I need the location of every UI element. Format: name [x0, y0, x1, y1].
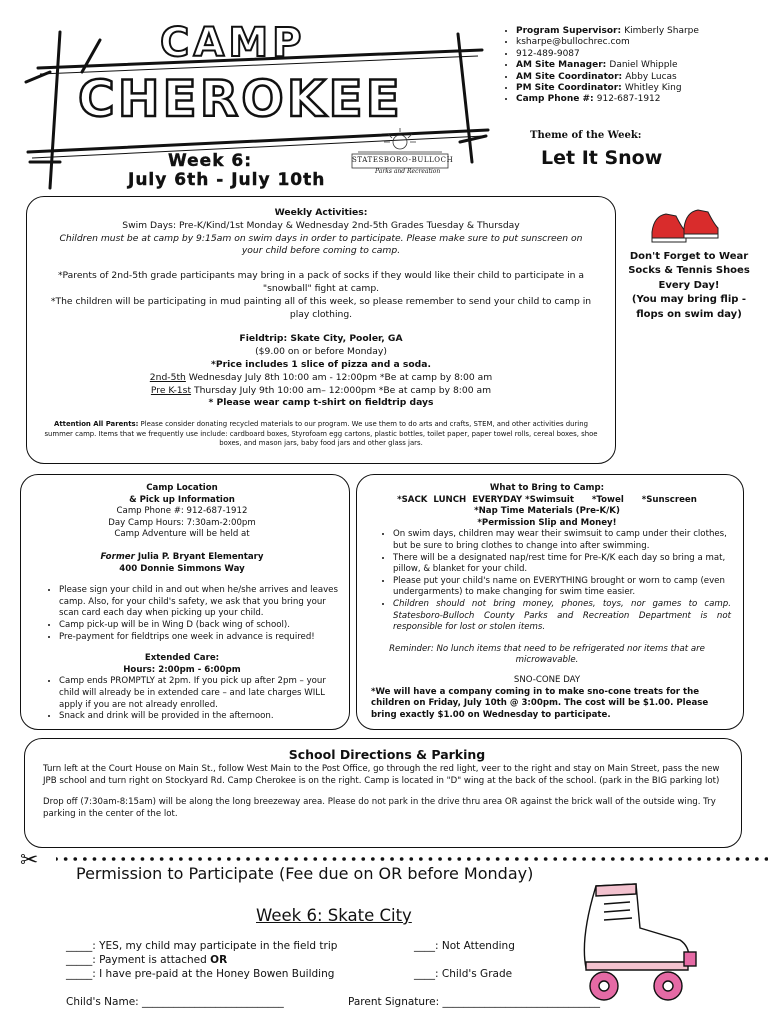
roller-skate-icon: [560, 878, 700, 1004]
extended-bullet-item: • Snack and drink will be provided in the afternoon.: [59, 711, 339, 723]
fieldtrip-2nd-text: Wednesday July 8th 10:00 am - 12:00pm *Be at camp by 8:00 am: [185, 371, 493, 383]
bring-money-note: • Children should not bring money, phones, toys, nor games to camp. Statesboro-Bulloch County Parks and Recreation Department is not responsible for lost or stolen items.: [393, 599, 731, 634]
tennis-shoes-icon: [646, 202, 724, 252]
mud-note: *The children will be participating in mud painting all of this week, so please remember to send your child to camp in play clothing.: [50, 295, 592, 320]
contact-item: [516, 49, 764, 60]
fieldtrip-prek: [41, 385, 601, 398]
contact-value: Kimberly Sharpe: [624, 26, 699, 36]
form-prepaid[interactable]: _____: I have pre-paid at the Honey Bowen Building: [66, 968, 335, 980]
logo-cherokee-text: CHEROKEE: [78, 70, 403, 128]
fieldtrip-prek-label: Pre K-1st: [150, 384, 192, 396]
contact-value: 912-687-1912: [596, 94, 661, 105]
school-directions-box: [24, 738, 742, 848]
camp-location-box: [20, 474, 350, 730]
pickup-title: & Pick up Information: [129, 494, 235, 505]
week-number: Week 6:: [168, 151, 253, 171]
permission-title: Permission to Participate (Fee due on OR before Monday): [76, 864, 534, 883]
camp-bullets: [25, 585, 339, 643]
fieldtrip-2nd-label: 2nd-5th: [149, 371, 186, 383]
socks-reminder-sub: (You may bring flip -flops on swim day): [631, 294, 747, 320]
bring-bullet-item: • Please put your child's name on EVERYTHING brought or worn to camp (even undergarments) to make changing for swim time easier.: [393, 576, 731, 599]
extended-title: Extended Care:: [144, 653, 220, 664]
attention-text: Please consider donating recycled materials to our program. We use them to do arts and crafts, STEM, and other activities during summer camp. Items that we frequently use include: cardboard boxes, Styrofoam egg cartons, plastic bottles, toilet paper, paper towel rolls, cereal boxes, shoe boxes, and mason jars, baby food jars and other glass jars.: [44, 420, 598, 448]
form-child-name[interactable]: Child's Name: ___________________________: [66, 996, 284, 1008]
contact-item: [516, 83, 764, 94]
snocone-title: SNO-CONE DAY: [513, 674, 581, 685]
camp-phone: Camp Phone #: 912-687-1912: [116, 506, 248, 517]
camp-bullet-item: • Pre-payment for fieldtrips one week in advance is required!: [59, 632, 339, 644]
form-parent-signature[interactable]: Parent Signature: ______________________________: [348, 996, 600, 1008]
bring-slip: *Permission Slip and Money!: [477, 517, 617, 528]
camp-former: Former: [100, 551, 135, 562]
contact-value: Daniel Whipple: [609, 60, 678, 71]
what-to-bring-box: [356, 474, 744, 730]
camp-held-at: Camp Adventure will be held at: [114, 529, 250, 540]
contact-label: AM Site Manager:: [516, 60, 610, 71]
contact-item: [516, 60, 764, 71]
statesboro-sub: Parks and Recreation: [375, 168, 441, 175]
attention-label: Attention All Parents:: [54, 420, 139, 429]
weekly-activities-box: [26, 196, 616, 464]
bring-bullet-item: • There will be a designated nap/rest time for Pre-K/K each day so bring a mat, pillow, & blanket for your child.: [393, 553, 731, 576]
form-grade[interactable]: ____: Child's Grade: [414, 968, 513, 980]
bring-bullets: [363, 529, 731, 599]
camp-hours: Day Camp Hours: 7:30am-2:00pm: [108, 517, 256, 528]
fieldtrip-prek-text: Thursday July 9th 10:00 am– 12:000pm *Be at camp by 8:00 am: [191, 384, 492, 396]
form-or: OR: [210, 954, 228, 966]
contact-label: AM Site Coordinator:: [516, 71, 626, 82]
fieldtrip-includes: *Price includes 1 slice of pizza and a soda.: [211, 358, 431, 370]
contact-value: Abby Lucas: [625, 71, 677, 82]
contact-label: Program Supervisor:: [516, 26, 625, 36]
statesboro-name: STATESBORO-BULLOCH: [352, 156, 454, 164]
weekly-title: Weekly Activities:: [274, 207, 368, 218]
extended-hours: Hours: 2:00pm - 6:00pm: [123, 664, 241, 675]
form-yes[interactable]: _____: YES, my child may participate in the field trip: [66, 940, 338, 952]
fieldtrip-title: Fieldtrip: Skate City, Pooler, GA: [239, 333, 403, 345]
camp-school: [25, 552, 339, 564]
theme-label: Theme of the Week:: [530, 130, 642, 141]
contact-value: 912-489-9087: [516, 48, 580, 59]
swim-days: Swim Days: Pre-K/Kind/1st Monday & Wednesday 2nd-5th Grades Tuesday & Thursday: [122, 219, 520, 231]
scissors-icon: ✂: [20, 848, 39, 873]
attention-note: [41, 420, 601, 449]
fieldtrip-price: ($9.00 on or before Monday): [255, 346, 387, 358]
theme-title: Let It Snow: [541, 147, 663, 169]
contact-label: Camp Phone #:: [516, 94, 597, 105]
week-heading: [128, 152, 325, 190]
form-not-attending[interactable]: ____: Not Attending: [414, 940, 515, 952]
fieldtrip-2nd-5th: [41, 372, 601, 385]
contact-item: [516, 26, 764, 37]
form-payment-text: _____: Payment is attached: [66, 954, 211, 966]
contact-value: Whitley King: [624, 83, 682, 94]
logo-camp-text: CAMP: [160, 20, 306, 66]
contact-item: [516, 37, 764, 48]
bring-items: *SACK LUNCH EVERYDAY *Swimsuit *Towel *Sunscreen: [397, 494, 697, 505]
contact-value: ksharpe@bullochrec.com: [516, 37, 630, 48]
bring-italic-bullets: [363, 599, 731, 634]
camp-school-name: Julia P. Bryant Elementary: [134, 551, 264, 562]
bring-title: What to Bring to Camp:: [489, 483, 605, 493]
snocone-text: *We will have a company coming in to make sno-cone treats for the children on Friday, July 10th @ 3:00pm. The cost will be $1.00. Please bring exactly $1.00 on Wednesday to participate.: [371, 686, 709, 720]
contact-item: [516, 94, 764, 105]
bring-bullet-item: • On swim days, children may wear their swimsuit to camp under their clothes, but be sure to bring clothes to change into after swimming.: [393, 529, 731, 552]
extended-bullet-item: • Camp ends PROMPTLY at 2pm. If you pick up after 2pm – your child will already be in extended care – and late charges WILL apply if you are not already enrolled.: [59, 676, 339, 711]
form-payment[interactable]: [66, 954, 227, 966]
camp-location-title: Camp Location: [146, 483, 218, 493]
school-dropoff: Drop off (7:30am-8:15am) will be along the long breezeway area. Please do not park in the drive thru area OR against the brick wall of the outside wing. Try parking in the center of the lot.: [43, 797, 716, 819]
socks-reminder: [622, 250, 756, 322]
bring-reminder: Reminder: No lunch items that need to be refrigerated nor items that are microwavable.: [389, 643, 705, 666]
school-directions: Turn left at the Court House on Main St., follow West Main to the Post Office, go through the red light, veer to the right and stay on Main Street, pass the new JPB school and turn right on Stockyard Rd. Camp Cherokee is on the right. Camp is located in "D" wing at the back of the school. (park in the BIG parking lot): [43, 764, 720, 786]
camp-bullet-item: • Please sign your child in and out when he/she arrives and leaves camp. Also, for your child's safety, we ask that you bring your scan card each day when picking up your child.: [59, 585, 339, 620]
cut-line: [56, 856, 768, 862]
contact-item: [516, 72, 764, 83]
permission-week: Week 6: Skate City: [256, 906, 412, 925]
camp-address: 400 Donnie Simmons Way: [119, 563, 245, 574]
week-dates: July 6th - July 10th: [128, 170, 326, 190]
socks-reminder-main: Don't Forget to Wear Socks & Tennis Shoes Every Day!: [628, 251, 750, 291]
contact-list: [502, 26, 764, 106]
camp-bullet-item: • Camp pick-up will be in Wing D (back wing of school).: [59, 620, 339, 632]
socks-note: *Parents of 2nd-5th grade participants may bring in a pack of socks if they would like their child to participate in a "snowball" fight at camp.: [57, 270, 585, 294]
extended-bullets: [25, 676, 339, 722]
fieldtrip-shirt: * Please wear camp t-shirt on fieldtrip days: [208, 397, 434, 409]
school-title: School Directions & Parking: [288, 747, 486, 762]
bring-nap: *Nap Time Materials (Pre-K/K): [474, 506, 620, 517]
contact-label: PM Site Coordinator:: [516, 83, 625, 94]
swim-note: Children must be at camp by 9:15am on swim days in order to participate. Please make sure to put sunscreen on your child before coming to camp.: [59, 232, 583, 257]
